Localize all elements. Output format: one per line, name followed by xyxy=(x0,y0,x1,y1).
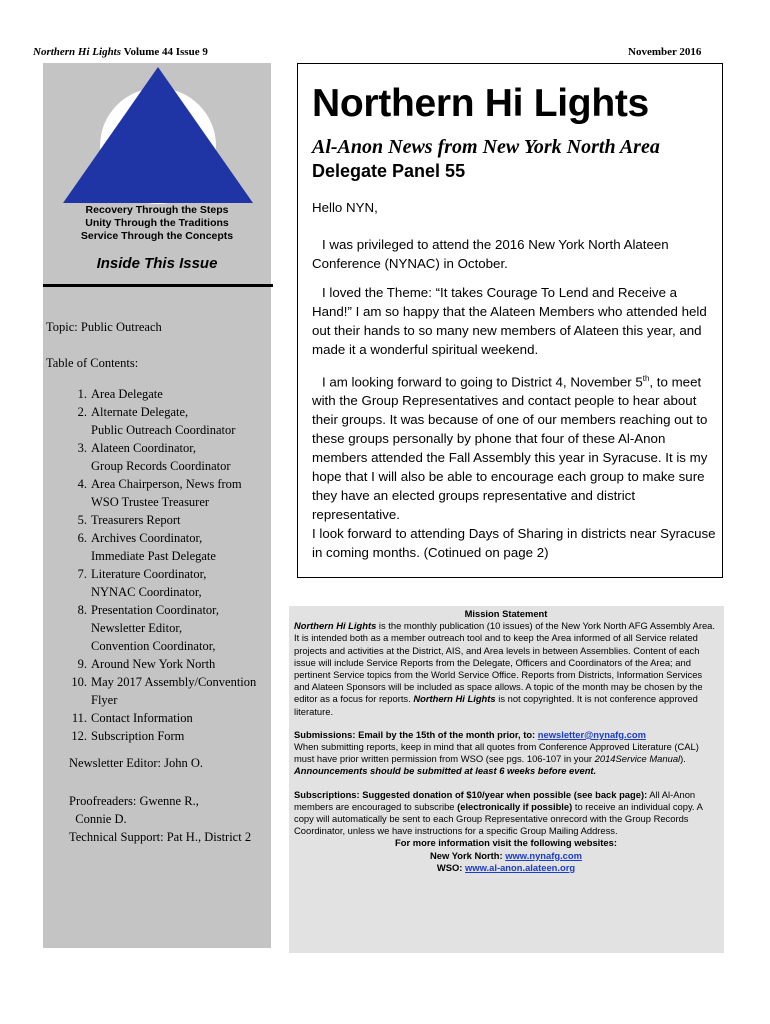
slogan-unity: Unity Through the Traditions xyxy=(85,217,229,229)
newsletter-email-link[interactable]: newsletter@nynafg.com xyxy=(537,728,646,740)
inside-this-issue-heading: Inside This Issue xyxy=(96,255,218,272)
paragraph: I look forward to attending Days of Sharing in districts near Syracuse in coming months. (Cotinued on page 2) xyxy=(312,526,716,561)
nyn-website-link[interactable]: www.nynafg.com xyxy=(505,849,582,861)
paragraph: I am looking forward to going to District 4, November 5th, to meet with the Group Representatives and contact people to hear about their groups. It was because of one of our members reaching out to these groups personally by phone that four of these Al-Anon members attended the Fall Assembly this year in Syracuse. It is my hope that I will also be able to encourage each group to make sure they have an elected groups representative and district representative. xyxy=(312,374,708,523)
toc-item: 5. Treasurers Report xyxy=(77,513,181,527)
sidebar xyxy=(43,63,271,948)
more-info: For more information visit the following websites: xyxy=(395,837,617,849)
header-publication: Northern Hi Lights xyxy=(33,46,122,58)
table-of-contents xyxy=(46,385,271,745)
mission-text: Northern Hi Lights is the monthly publication (10 issues) of the New York North AFG Assembly Area. It is intended both as a member outreach tool and to keep the Area informed of all Service related projects and activities at the District, AIS, and Area levels in between Assemblies. Content of each issue will include Service Reports from the Delegate, Officers and Coordinators of the Area; and pertinent Service topics from the World Service Office. Reports from Districts, Information Services and Alateen Sponsors will be included as space allows. A topic of the month may be chosen by the editor as a focus for reports. Northern Hi Lights is not copyrighted. It is not conference approved literature. xyxy=(294,620,715,717)
toc-item: 12. Subscription Form xyxy=(71,729,185,743)
slogans xyxy=(43,204,271,243)
toc-item: 2. Alternate Delegate, Public Outreach Coordinator xyxy=(77,405,236,437)
submissions-text: Submissions: Email by the 15th of the month prior, to: newsletter@nynafg.com When submitting reports, keep in mind that all quotes from Conference Approved Literature (CAL) must have prior written permission from WSO (see pgs. 106-107 in your 2014Service Manual). Announcements should be submitted at least 6 weeks before event. xyxy=(294,728,699,777)
circle-triangle-icon xyxy=(63,65,253,205)
toc-item: 7. Literature Coordinator, NYNAC Coordinator, xyxy=(77,567,207,599)
toc-item: 3. Alateen Coordinator, Group Records Coordinator xyxy=(77,441,231,473)
proofreaders: Proofreaders: Gwenne R., Connie D. Technical Support: Pat H., District 2 xyxy=(69,794,252,844)
subscriptions-text: Subscriptions: Suggested donation of $10/year when possible (see back page): All Al-Anon members are encouraged to subscribe (electronically if possible) to receive an individual copy. A copy will automatically be sent to each Group Representative onrecord with the Group Records Coordinator, unless we have instructions for a specific Group Mailing Address. xyxy=(294,788,703,837)
masthead-title: Northern Hi Lights xyxy=(312,82,649,125)
header-volume: Volume 44 Issue 9 xyxy=(123,46,208,58)
divider xyxy=(43,284,273,287)
toc-item: 10. May 2017 Assembly/Convention Flyer xyxy=(71,675,257,707)
header-date: November 2016 xyxy=(628,46,702,58)
delegate-panel-heading: Delegate Panel 55 xyxy=(312,161,466,181)
toc-item: 1. Area Delegate xyxy=(77,387,163,401)
toc-item: 8. Presentation Coordinator, Newsletter Editor, Convention Coordinator, xyxy=(77,603,219,653)
slogan-service: Service Through the Concepts xyxy=(80,230,234,242)
toc-item: 6. Archives Coordinator, Immediate Past Delegate xyxy=(77,531,216,563)
newsletter-editor: Newsletter Editor: John O. xyxy=(69,756,204,770)
toc-item: 4. Area Chairperson, News from WSO Trustee Treasurer xyxy=(77,477,242,509)
toc-item: 11. Contact Information xyxy=(71,711,193,725)
running-header-left xyxy=(33,46,208,58)
nyn-website: New York North: www.nynafg.com xyxy=(430,849,582,861)
mission-statement-box xyxy=(289,606,724,953)
toc-label: Table of Contents: xyxy=(46,356,139,370)
mission-heading: Mission Statement xyxy=(464,608,548,619)
wso-website: WSO: www.al-anon.alateen.org xyxy=(436,861,576,873)
article-body xyxy=(312,198,717,562)
masthead-subtitle: Al-Anon News from New York North Area xyxy=(312,136,660,158)
wso-website-link[interactable]: www.al-anon.alateen.org xyxy=(465,861,576,873)
slogan-recovery: Recovery Through the Steps xyxy=(85,204,229,216)
topic-line: Topic: Public Outreach xyxy=(46,320,162,334)
greeting: Hello NYN, xyxy=(312,200,378,215)
paragraph: I loved the Theme: “It takes Courage To Lend and Receive a Hand!” I am so happy that the Alateen Members who attended held out their hands to so many new members of Alateen this year, and made it a wonderful spiritual weekend. xyxy=(312,285,707,357)
paragraph: I was privileged to attend the 2016 New York North Alateen Conference (NYNAC) in October. xyxy=(312,237,669,271)
toc-item: 9. Around New York North xyxy=(77,657,216,671)
lead-article xyxy=(297,63,723,578)
